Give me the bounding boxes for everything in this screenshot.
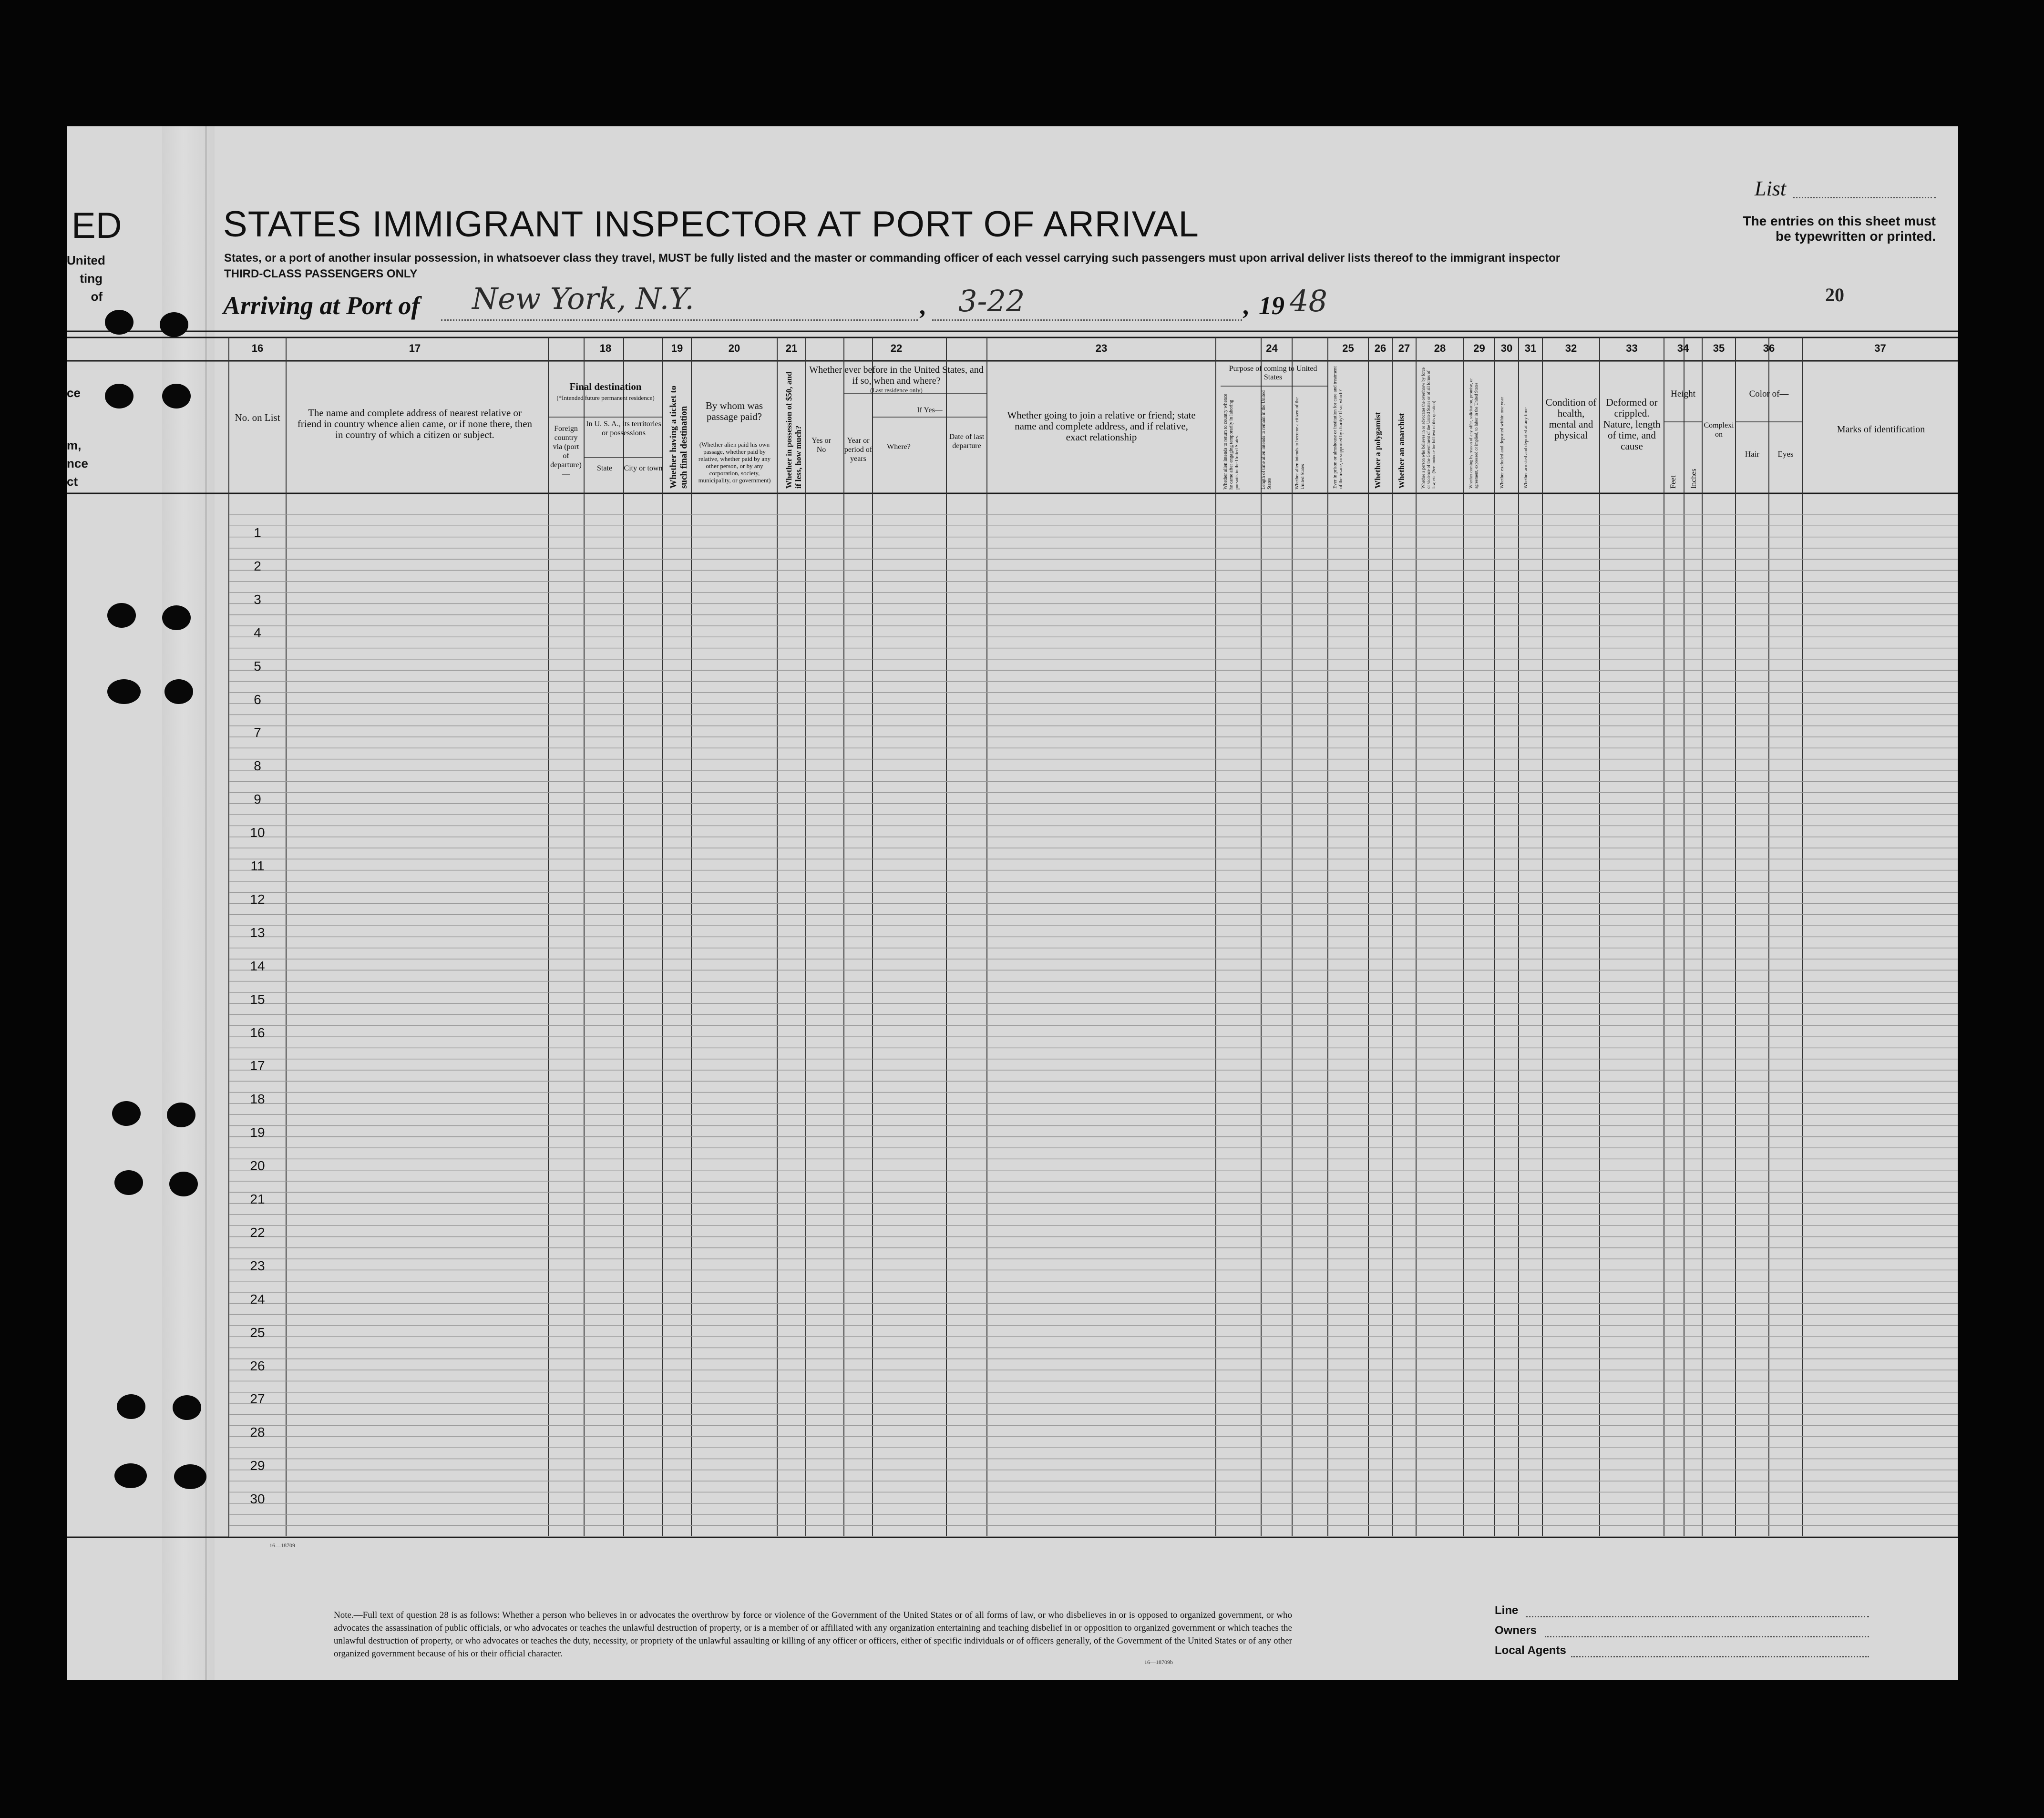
col-num-22: 22 — [890, 342, 903, 354]
left-title-fragment: ED — [72, 205, 122, 246]
binder-hole — [107, 603, 136, 628]
row-number: 1 — [254, 525, 261, 540]
col-num-19: 19 — [671, 342, 683, 354]
col-num-28: 28 — [1434, 342, 1446, 354]
header-purpose-return: Whether alien intends to return to country whence he came after engaging temporarily in laboring pursuits in the United States — [1223, 394, 1240, 490]
col-num-29: 29 — [1473, 342, 1485, 354]
row-number: 15 — [250, 991, 265, 1007]
row-number: 12 — [250, 891, 265, 907]
row-number: 9 — [254, 792, 261, 807]
left-subtitle-fragment-2: ting of — [80, 271, 103, 304]
row-number: 11 — [250, 858, 265, 873]
comma-separator: , — [920, 291, 927, 320]
entries-note-line-2: be typewritten or printed. — [1775, 229, 1936, 244]
binder-hole — [169, 1172, 198, 1196]
header-state: State — [597, 464, 612, 472]
row-number: 27 — [250, 1391, 265, 1407]
row-number: 16 — [250, 1025, 265, 1040]
header-deformed: Deformed or crippled. Nature, length of time, and cause — [1603, 397, 1661, 452]
row-number: 24 — [250, 1291, 265, 1307]
row-number: 19 — [250, 1125, 265, 1140]
binder-hole — [164, 679, 193, 704]
binder-hole — [160, 312, 188, 337]
col-num-16: 16 — [251, 342, 264, 354]
header-prison: Ever in prison or almshouse or institution for care and treatment of the insane, or supported by charity? If so, which? — [1333, 366, 1344, 489]
header-excluded: Whether excluded and deported within one year — [1500, 397, 1505, 489]
header-fifty-dollars: Whether in possession of $50, and if less, how much? — [784, 371, 803, 489]
form-number: 16—18709 — [269, 1542, 295, 1549]
form-subtitle: States, or a port of another insular possession, in whatsoever class they travel, MUST be fully listed and the master or commanding officer of each vessel carrying such passengers must upon arrival deliver lists thereof to the immigrant inspector — [224, 252, 1561, 265]
local-agents-field — [1571, 1656, 1869, 1657]
col-num-34: 34 — [1677, 342, 1689, 354]
binder-hole — [117, 1394, 145, 1419]
header-polygamist: Whether a polygamist — [1373, 412, 1382, 489]
col-num-26: 26 — [1374, 342, 1387, 354]
binder-hole — [173, 1395, 201, 1420]
binder-hole — [162, 384, 191, 409]
owners-field — [1545, 1636, 1869, 1637]
header-join-relative: Whether going to join a relative or friend; state name and complete address, and if relative, exact relationship — [1007, 409, 1196, 443]
header-eyes: Eyes — [1777, 449, 1794, 459]
binder-hole — [114, 1463, 147, 1488]
third-class-note: THIRD-CLASS PASSENGERS ONLY — [224, 267, 418, 280]
col-num-25: 25 — [1342, 342, 1354, 354]
col-num-37: 37 — [1874, 342, 1886, 354]
header-in-usa: In U. S. A., its territories or possessions — [586, 420, 661, 437]
header-hair: Hair — [1745, 449, 1760, 459]
header-passage-paid: By whom was passage paid? — [705, 400, 763, 422]
entries-note-line-1: The entries on this sheet must — [1743, 214, 1936, 228]
col-num-35: 35 — [1713, 342, 1725, 354]
binder-hole — [105, 384, 134, 409]
header-where: Where? — [887, 443, 911, 451]
arriving-date-value: 3-22 — [958, 284, 1025, 318]
line-field — [1526, 1616, 1869, 1617]
binder-hole — [167, 1103, 195, 1127]
owners-label: Owners — [1495, 1624, 1537, 1637]
col-num-17: 17 — [409, 342, 421, 354]
row-number: 26 — [250, 1358, 265, 1373]
header-final-destination-note: (*Intended future permanent residence) — [556, 394, 655, 401]
binder-hole — [114, 1170, 143, 1195]
row-number: 22 — [250, 1225, 265, 1240]
header-nearest-relative: The name and complete address of nearest relative or friend in country whence alien came, or if none there, then in country of which a citizen or subject. — [297, 407, 533, 440]
col-num-27: 27 — [1398, 342, 1410, 354]
header-city-town: City or town — [624, 464, 663, 472]
header-complexion: Complexion — [1704, 421, 1734, 439]
header-height: Height — [1671, 389, 1695, 399]
binder-hole — [162, 605, 191, 630]
header-health: Condition of health, mental and physical — [1545, 397, 1597, 441]
footnote-question-28: Note.—Full text of question 28 is as follows: Whether a person who believes in or advocates the overthrow by force or violence of the Government of the United States or of all forms of law, or who disbelieves in or is opposed to organized government, or who advocates the assassination of public officials, or who advocates or teaches the unlawful destruction of property, or is a member of or affiliated with any organization entertaining and teaching disbelief in or opposition to organized government or which teaches the unlawful destruction of property, or who advocates or teaches the duty, necessity, or propriety of the unlawful assaulting or killing of any officer or officers, either of specific individuals or of officers generally, of the Government of the United States or of any other organized government because of his or their official character. — [334, 1610, 1292, 1659]
row-number: 6 — [254, 692, 261, 707]
left-margin-fragment: ce — [67, 386, 81, 400]
manifest-grid — [67, 126, 1958, 1680]
list-label: List — [1755, 177, 1787, 200]
arriving-port-value: New York, N.Y. — [472, 281, 694, 316]
binder-hole — [105, 310, 134, 335]
form-title: STATES IMMIGRANT INSPECTOR AT PORT OF ARRIVAL — [223, 204, 1199, 245]
header-ticket: Whether having a ticket to such final destination — [668, 385, 689, 489]
header-passage-paid-note: (Whether alien paid his own passage, whether paid by relative, whether paid by any other person, or by any corporation, society, municipality, or government) — [698, 441, 771, 484]
row-number: 28 — [250, 1425, 265, 1440]
row-number: 18 — [250, 1092, 265, 1107]
row-number: 23 — [250, 1258, 265, 1273]
row-number: 21 — [250, 1192, 265, 1206]
header-anarchist: Whether an anarchist — [1397, 413, 1406, 489]
page-number: 20 — [1825, 284, 1844, 306]
row-number: 3 — [254, 592, 261, 607]
row-number: 7 — [254, 725, 261, 740]
row-number: 2 — [254, 558, 261, 573]
row-number: 29 — [250, 1458, 265, 1473]
row-number: 10 — [250, 825, 265, 840]
col-num-18: 18 — [599, 342, 612, 354]
header-yes-no: Yes or No — [811, 437, 831, 454]
left-margin-fragment: nce — [67, 456, 88, 470]
col-num-23: 23 — [1095, 342, 1108, 354]
col-num-21: 21 — [785, 342, 798, 354]
row-number: 4 — [254, 625, 261, 640]
header-labor-offer: Whether coming by reason of any offer, solicitation, promise, or agreement, expressed or implied, to labor in the United States — [1469, 378, 1479, 489]
header-arrested: Whether arrested and deported at any time — [1523, 408, 1529, 489]
year-comma: , — [1243, 291, 1250, 320]
header-period-years: Year or period of years — [844, 437, 873, 463]
col-num-32: 32 — [1565, 342, 1577, 354]
left-subtitle-fragment-1: United — [67, 253, 105, 267]
left-margin-fragment: m, — [67, 438, 82, 452]
manifest-sheet — [67, 126, 1958, 1680]
col-num-31: 31 — [1524, 342, 1537, 354]
header-color-of: Color of— — [1749, 389, 1789, 399]
arriving-label: Arriving at Port of — [223, 291, 420, 320]
footnote-form-number: 16—18709b — [1144, 1659, 1173, 1665]
header-marks-identification: Marks of identification — [1837, 424, 1925, 435]
line-label: Line — [1495, 1604, 1519, 1617]
header-feet: Feet — [1669, 475, 1677, 489]
header-if-yes: If Yes— — [917, 406, 943, 414]
col-num-20: 20 — [728, 342, 740, 354]
header-last-residence: (Last residence only) — [870, 387, 923, 394]
row-number: 25 — [250, 1325, 265, 1340]
header-last-departure: Date of last departure — [949, 433, 985, 450]
row-number: 30 — [250, 1491, 265, 1507]
col-num-30: 30 — [1500, 342, 1513, 354]
year-suffix-value: 48 — [1290, 284, 1327, 318]
header-no-on-list: No. on List — [235, 412, 280, 423]
row-number: 8 — [254, 758, 261, 774]
row-number: 5 — [254, 658, 261, 674]
year-prefix: 19 — [1259, 291, 1284, 320]
header-question-28: Whether a person who believes in or advocates the overthrow by force or violence of the Government of the United States or of all forms of law, etc. (See footnote for full text of this question) — [1421, 367, 1436, 489]
header-purpose: Purpose of coming to United States — [1229, 365, 1317, 381]
binder-hole — [112, 1101, 141, 1126]
header-final-destination: Final destination — [569, 381, 642, 392]
col-num-24: 24 — [1266, 342, 1278, 354]
col-num-36: 36 — [1763, 342, 1775, 354]
col-num-33: 33 — [1626, 342, 1638, 354]
row-number: 13 — [250, 925, 265, 940]
binder-hole — [107, 679, 141, 704]
row-number: 14 — [250, 958, 265, 973]
header-purpose-length: Length of time alien intends to remain in the United States — [1261, 390, 1272, 490]
header-inches: Inches — [1690, 469, 1698, 489]
row-number: 20 — [250, 1158, 265, 1174]
header-ever-before: Whether ever before in the United States, and if so, when and where? — [809, 365, 984, 386]
header-purpose-citizen: Whether alien intends to become a citizen of the United States — [1294, 397, 1305, 490]
binder-hole — [174, 1464, 206, 1489]
local-agents-label: Local Agents — [1495, 1644, 1566, 1657]
left-margin-fragment: ct — [67, 474, 78, 489]
row-number: 17 — [250, 1058, 265, 1073]
header-foreign-country: Foreign country via (port of departure)— — [550, 425, 582, 478]
